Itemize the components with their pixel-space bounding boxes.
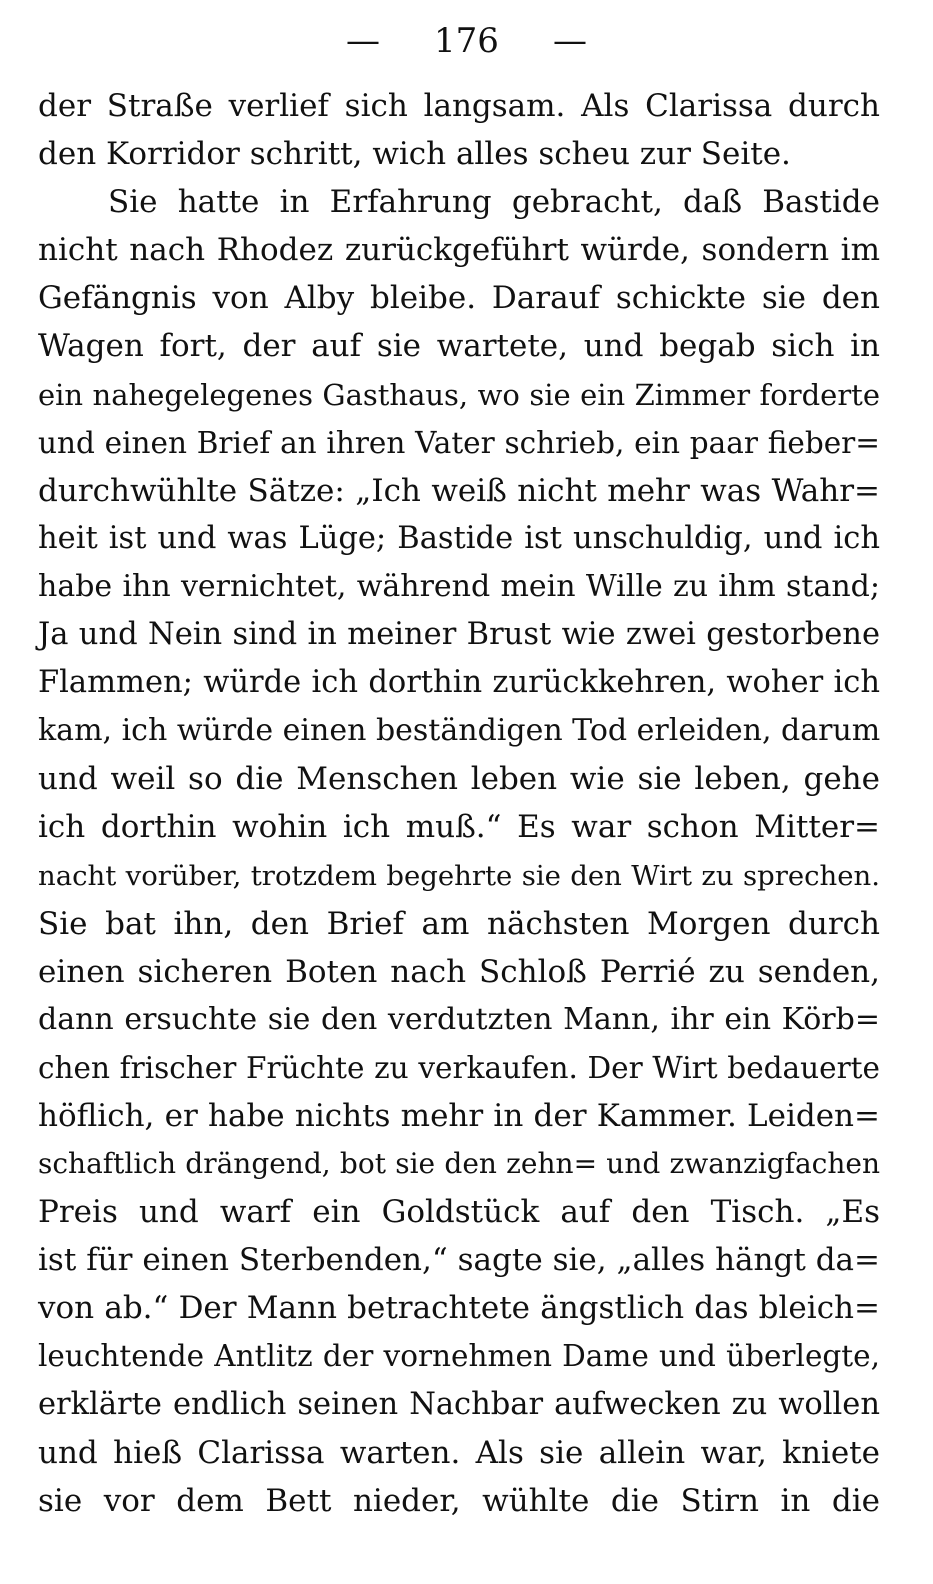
- page-number: 176: [434, 21, 499, 61]
- text-line: den Korridor schritt, wich alles scheu zur Seite.: [38, 136, 791, 173]
- text-line: von ab.“ Der Mann betrachtete ängstlich das bleich=: [38, 1290, 880, 1327]
- text-line: dann ersuchte sie den verdutzten Mann, ihr ein Körb=: [38, 1001, 880, 1037]
- text-line: ich dorthin wohin ich muß.“ Es war schon Mitter=: [38, 809, 880, 846]
- text-line: einen sicheren Boten nach Schloß Perrié zu senden,: [38, 953, 880, 990]
- text-line: und weil so die Menschen leben wie sie leben, gehe: [38, 761, 880, 798]
- header-dash-left: —: [345, 21, 380, 61]
- text-line: und hieß Clarissa warten. Als sie allein war, kniete: [38, 1434, 880, 1471]
- text-line: Gefängnis von Alby bleibe. Darauf schickte sie den: [38, 280, 880, 317]
- text-line: leuchtende Antlitz der vornehmen Dame und überlegte,: [38, 1339, 880, 1374]
- text-line: erklärte endlich seinen Nachbar aufwecken zu wollen: [38, 1386, 880, 1422]
- text-line: Sie hatte in Erfahrung gebracht, daß Bastide: [108, 184, 880, 221]
- body-text: [38, 82, 880, 1525]
- text-line: heit ist und was Lüge; Bastide ist unschuldig, und ich: [38, 520, 880, 556]
- text-line: Flammen; würde ich dorthin zurückkehren, woher ich: [38, 665, 880, 701]
- header-dash-right: —: [553, 21, 588, 61]
- text-line: ist für einen Sterbenden,“ sagte sie, „alles hängt da=: [38, 1242, 880, 1279]
- text-line: nacht vorüber, trotzdem begehrte sie den Wirt zu sprechen.: [38, 859, 880, 892]
- text-line: schaftlich drängend, bot sie den zehn= und zwanzigfachen: [38, 1147, 880, 1181]
- text-line: chen frischer Früchte zu verkaufen. Der Wirt bedauerte: [38, 1050, 880, 1085]
- text-line: kam, ich würde einen beständigen Tod erleiden, darum: [38, 713, 881, 749]
- text-line: Sie bat ihn, den Brief am nächsten Morgen durch: [38, 905, 880, 942]
- text-line: und einen Brief an ihren Vater schrieb, ein paar fieber=: [38, 425, 880, 460]
- text-line: Preis und warf ein Goldstück auf den Tisch. „Es: [38, 1194, 880, 1231]
- text-line: sie vor dem Bett nieder, wühlte die Stirn in die: [38, 1482, 880, 1519]
- text-line: durchwühlte Sätze: „Ich weiß nicht mehr was Wahr=: [38, 472, 880, 509]
- page-header: [0, 16, 933, 66]
- text-line: nicht nach Rhodez zurückgeführt würde, sondern im: [38, 232, 880, 269]
- text-line: Ja und Nein sind in meiner Brust wie zwei gestorbene: [38, 617, 880, 653]
- text-line: höflich, er habe nichts mehr in der Kammer. Leiden=: [38, 1097, 880, 1134]
- text-line: habe ihn vernichtet, während mein Wille zu ihm stand;: [38, 568, 880, 604]
- text-line: der Straße verlief sich langsam. Als Clarissa durch: [38, 88, 880, 124]
- text-line: Wagen fort, der auf sie wartete, und begab sich in: [38, 328, 880, 365]
- text-line: ein nahegelegenes Gasthaus, wo sie ein Zimmer forderte: [38, 377, 880, 412]
